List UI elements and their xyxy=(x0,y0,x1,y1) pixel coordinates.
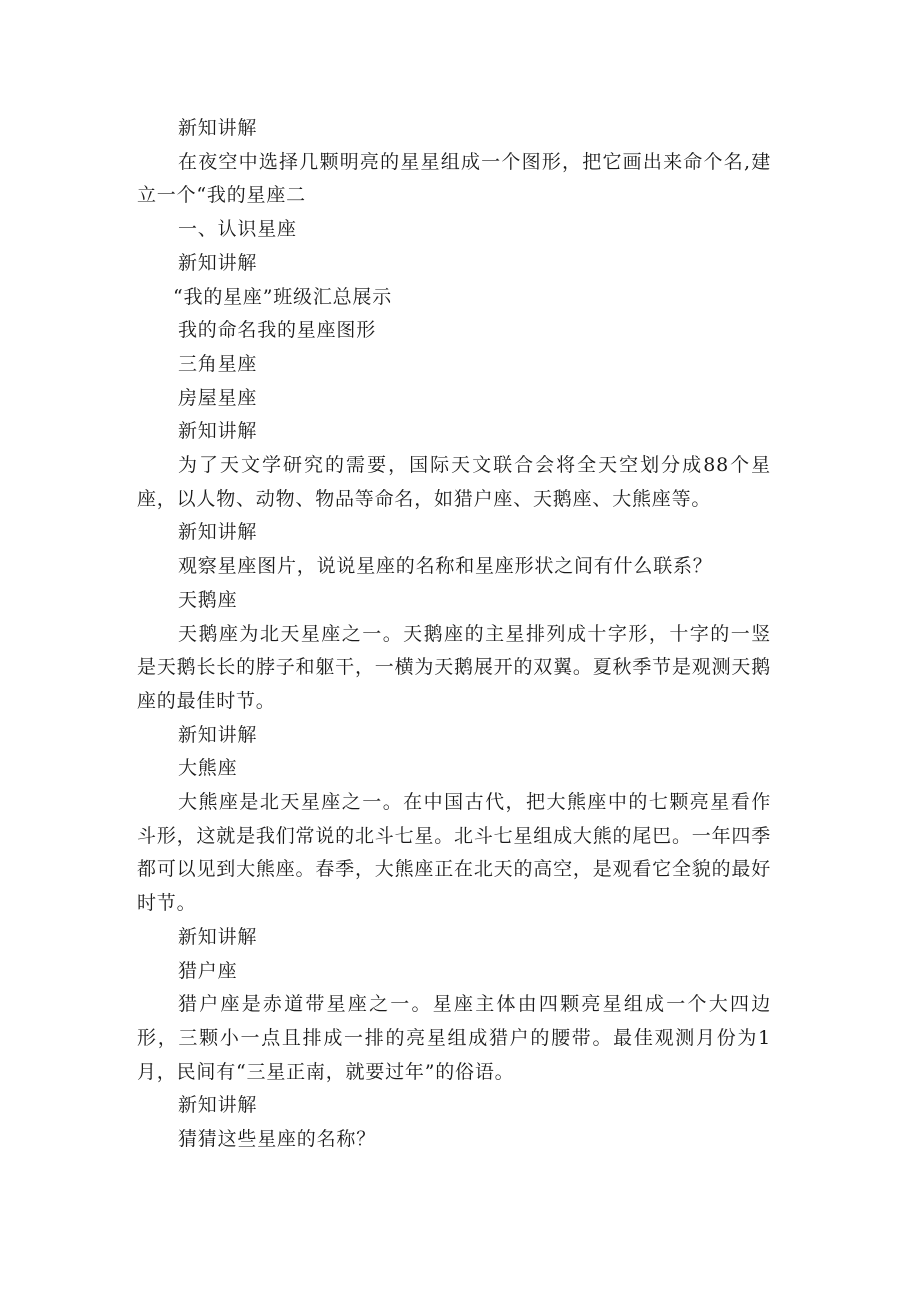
section-label: 新知讲解 xyxy=(178,117,258,139)
document-page xyxy=(137,112,771,1157)
section-label: 新知讲解 xyxy=(178,521,258,544)
question-text: 猜猜这些星座的名称？ xyxy=(178,1128,377,1151)
constellation-name: 三角星座 xyxy=(178,352,258,375)
section-heading: 一、认识星座 xyxy=(178,218,297,241)
table-header-text: 我的命名我的星座图形 xyxy=(178,319,377,342)
body-paragraph: 为了天文学研究的需要，国际天文联合会将全天空划分成88个星座，以人物、动物、物品等命名，如猎户座、天鹅座、大熊座等。 xyxy=(137,454,771,510)
body-paragraph: 猎户座是赤道带星座之一。星座主体由四颗亮星组成一个大四边形，三颗小一点且排成一排的亮星组成猎户的腰带。最佳观测月份为1月，民间有“三星正南，就要过年”的俗语。 xyxy=(137,993,771,1083)
subheading: “我的星座”班级汇总展示 xyxy=(173,285,393,308)
constellation-name: 大熊座 xyxy=(178,757,238,780)
constellation-name: 猎户座 xyxy=(178,959,238,982)
body-paragraph: 大熊座是北天星座之一。在中国古代，把大熊座中的七颗亮星看作斗形，这就是我们常说的北斗七星。北斗七星组成大熊的尾巴。一年四季都可以见到大熊座。春季，大熊座正在北天的高空，是观看它全貌的最好时节。 xyxy=(137,791,771,915)
section-label: 新知讲解 xyxy=(178,925,258,948)
section-label: 新知讲解 xyxy=(178,251,258,274)
section-label: 新知讲解 xyxy=(178,723,258,746)
question-text: 观察星座图片，说说星座的名称和星座形状之间有什么联系？ xyxy=(178,555,713,578)
constellation-name: 房屋星座 xyxy=(178,386,258,409)
section-label: 新知讲解 xyxy=(178,420,258,443)
constellation-name: 天鹅座 xyxy=(178,588,238,611)
body-paragraph: 天鹅座为北天星座之一。天鹅座的主星排列成十字形，十字的一竖是天鹅长长的脖子和躯干，一横为天鹅展开的双翼。夏秋季节是观测天鹅座的最佳时节。 xyxy=(137,622,771,712)
body-paragraph: 在夜空中选择几颗明亮的星星组成一个图形，把它画出来命个名,建立一个“我的星座二 xyxy=(137,150,771,207)
section-label: 新知讲解 xyxy=(178,1094,258,1117)
